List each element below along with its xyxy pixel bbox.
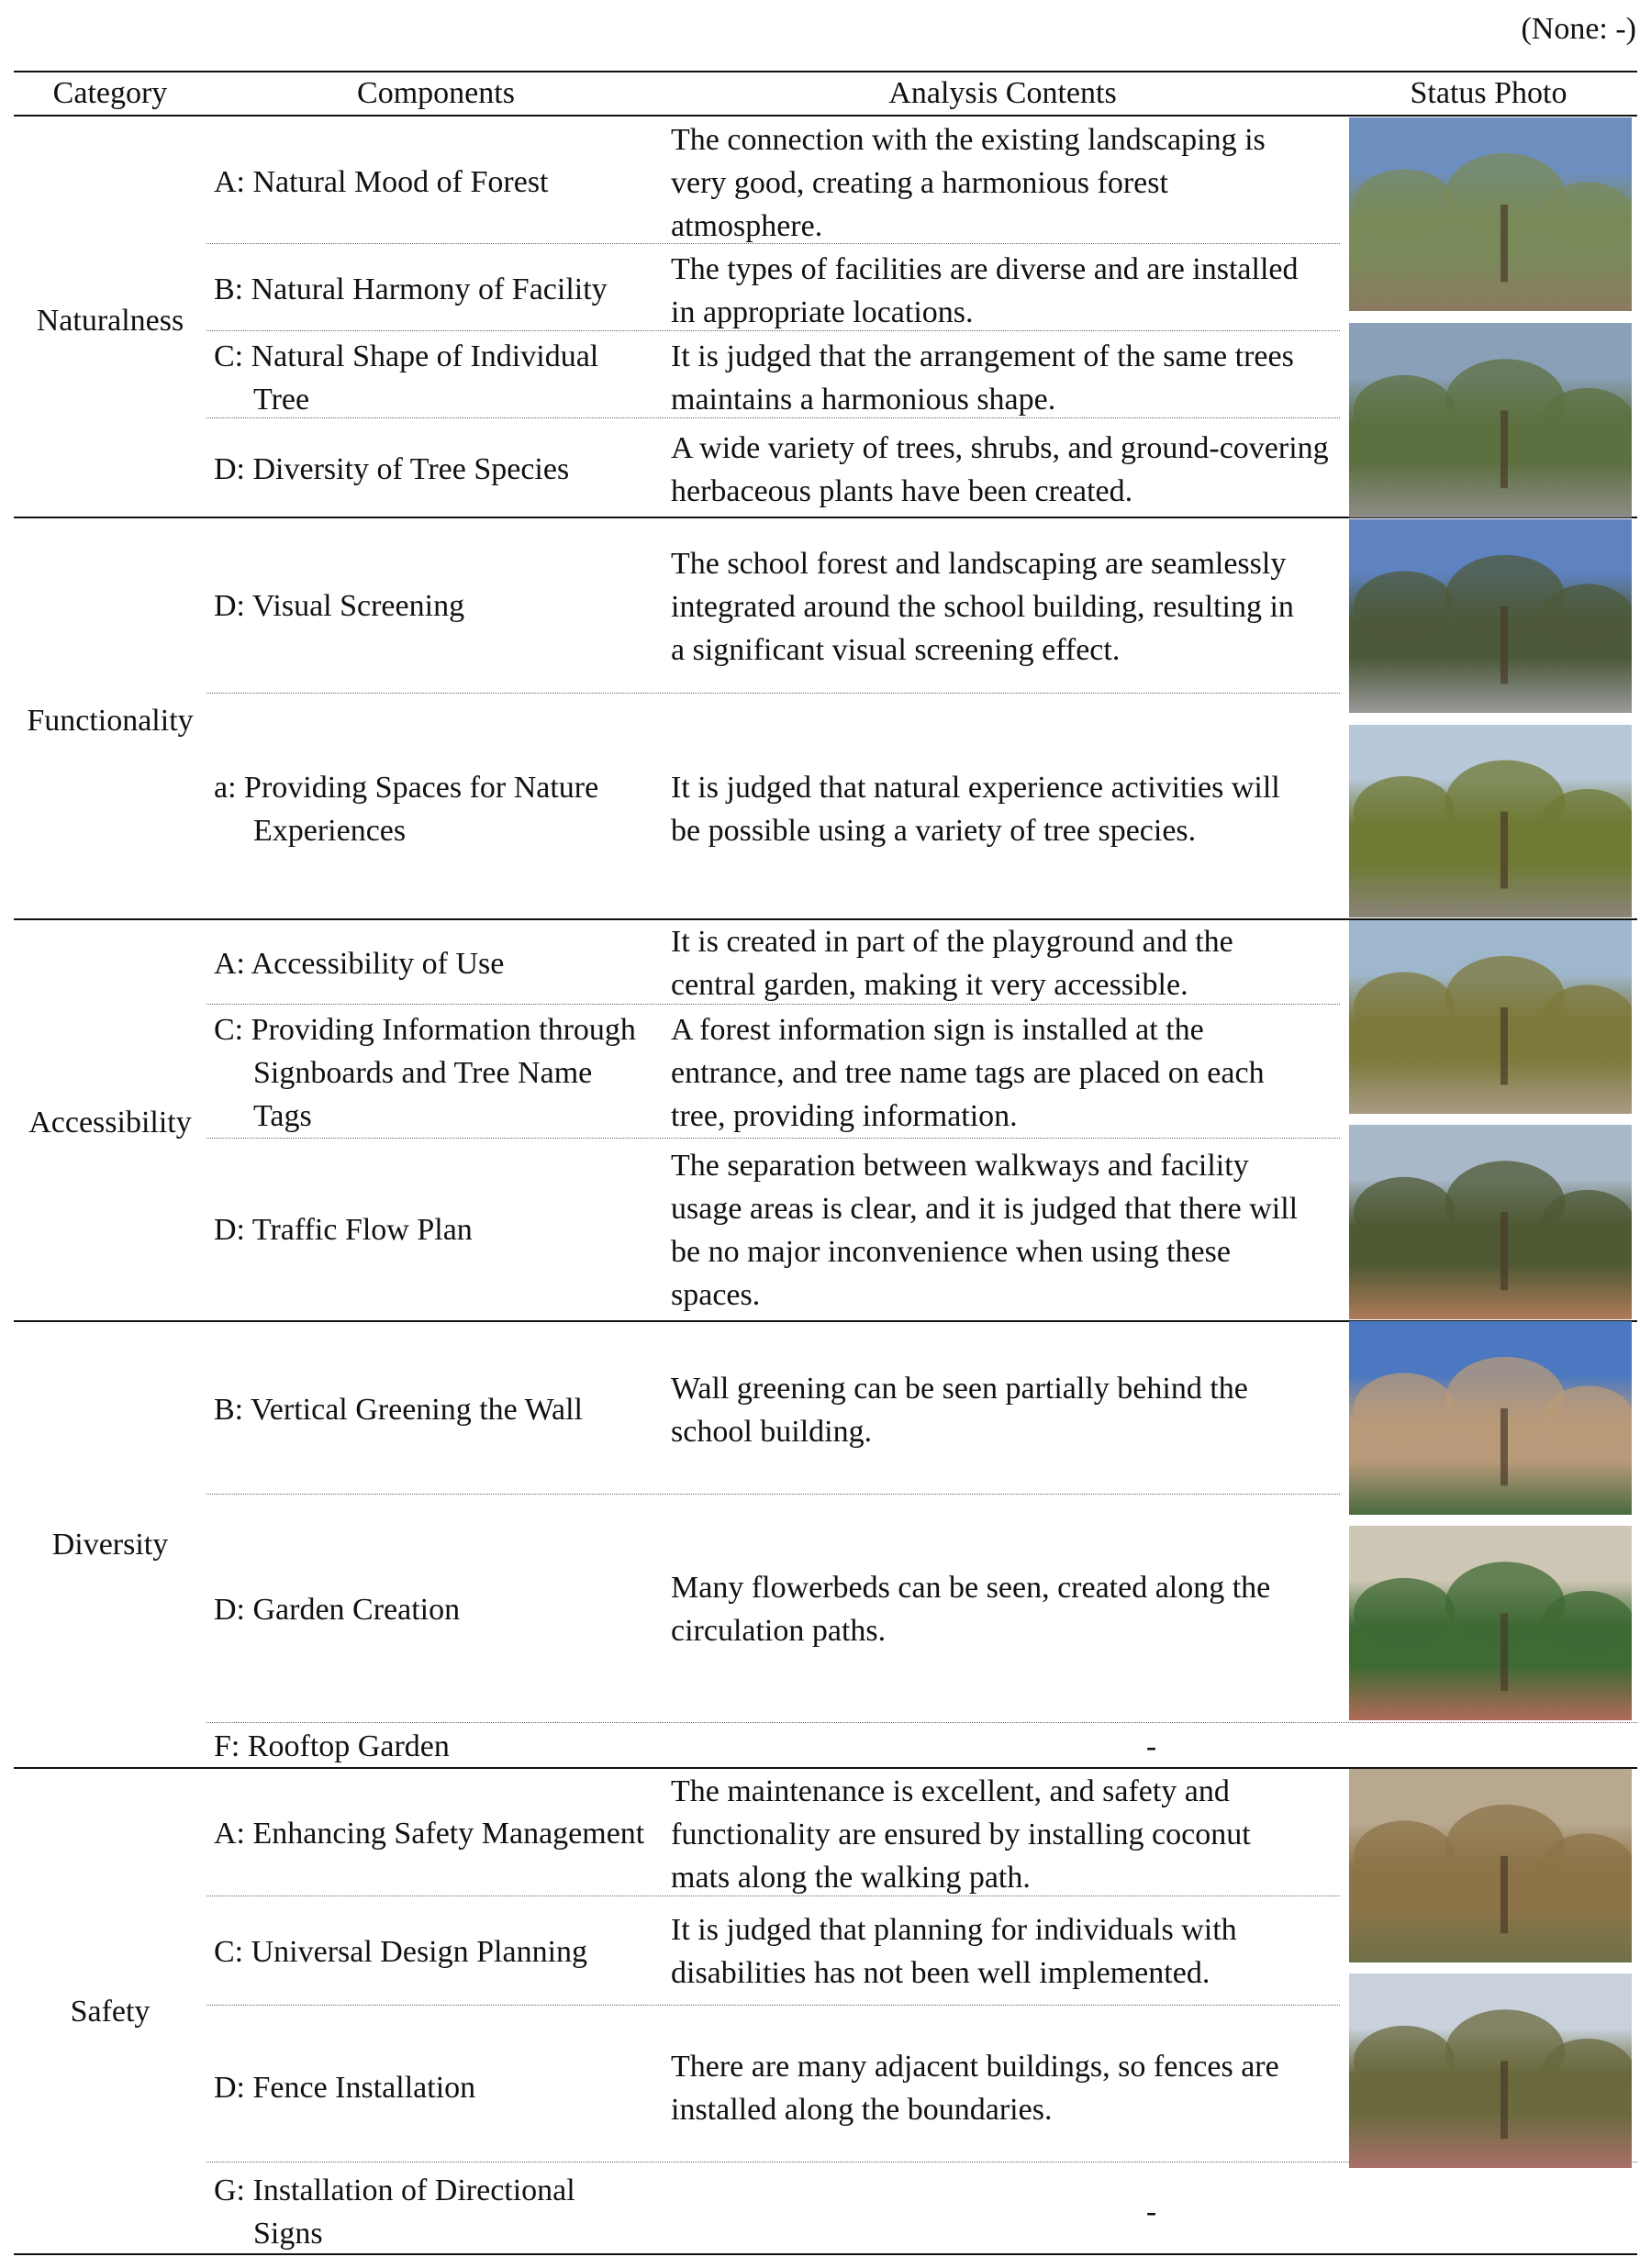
component-label: A: Enhancing Safety Management [214,1817,645,1851]
trunk-shape [1500,812,1508,889]
analysis-text: entrance, and tree name tags are placed on each [671,1056,1265,1090]
category-label: Safety [70,1995,151,2029]
header-analysis-contents: Analysis Contents [888,76,1117,110]
trunk-shape [1500,2061,1508,2139]
trunk-shape [1500,205,1508,282]
component-label: D: Traffic Flow Plan [214,1213,473,1247]
foliage-shape [1354,972,1455,1042]
analysis-text: central garden, making it very accessible. [671,968,1188,1002]
component-label: Signboards and Tree Name [253,1056,593,1090]
category-label: Naturalness [36,304,184,338]
photo-pergola-tree [1349,725,1632,917]
foliage-shape [1542,388,1632,452]
analysis-text: It is judged that the arrangement of the same trees [671,339,1294,373]
photo-flowerbed-path [1349,1526,1632,1720]
trunk-shape [1500,1408,1508,1485]
analysis-text: usage areas is clear, and it is judged that there will [671,1192,1299,1226]
component-label: D: Diversity of Tree Species [214,452,570,486]
analysis-text: A wide variety of trees, shrubs, and ground-covering [671,431,1329,465]
photo-scenery [1349,1973,1632,2168]
foliage-shape [1354,1373,1455,1443]
analysis-text: atmosphere. [671,209,823,243]
photo-scenery [1349,725,1632,917]
photo-scenery [1349,920,1632,1114]
photo-fence-boundary [1349,1973,1632,2168]
analysis-text: spaces. [671,1278,761,1312]
foliage-shape [1354,1820,1455,1891]
trunk-shape [1500,1856,1508,1933]
row-separator [206,1722,1637,1723]
foliage-shape [1542,1386,1632,1451]
foliage-shape [1542,1591,1632,1655]
foliage-shape [1542,2039,1632,2103]
table-note: (None: -) [1521,12,1636,46]
analysis-text: It is judged that natural experience activities will [671,771,1280,805]
photo-scenery [1349,519,1632,713]
photo-scenery [1349,1321,1632,1515]
trunk-shape [1500,1007,1508,1084]
foliage-shape [1354,169,1455,239]
trunk-shape [1500,410,1508,488]
analysis-text: mats along the walking path. [671,1861,1031,1895]
component-label: F: Rooftop Garden [214,1729,450,1763]
analysis-text: The maintenance is excellent, and safety and [671,1774,1230,1808]
header-category: Category [52,76,168,110]
foliage-shape [1542,183,1632,247]
trunk-shape [1500,606,1508,684]
trunk-shape [1500,1212,1508,1290]
component-label: A: Accessibility of Use [214,947,505,981]
photo-school-building-pond [1349,117,1632,311]
analysis-text: disabilities has not been well implemented. [671,1956,1210,1990]
foliage-shape [1354,1578,1455,1649]
category-label: Functionality [27,704,194,738]
foliage-shape [1542,789,1632,853]
analysis-text: It is judged that planning for individuals with [671,1913,1237,1947]
analysis-text: be possible using a variety of tree species. [671,814,1197,848]
component-label: D: Visual Screening [214,589,465,623]
foliage-shape [1542,1190,1632,1254]
foliage-shape [1354,571,1455,641]
foliage-shape [1542,1834,1632,1898]
photo-wall-greening [1349,1321,1632,1515]
analysis-text: circulation paths. [671,1614,887,1648]
analysis-text: herbaceous plants have been created. [671,474,1133,508]
analysis-text: installed along the boundaries. [671,2093,1053,2127]
foliage-shape [1542,985,1632,1050]
analysis-text: a significant visual screening effect. [671,633,1121,667]
header-rule [14,115,1637,117]
row-separator [206,693,1340,694]
row-separator [206,1494,1340,1495]
category-label: Accessibility [28,1106,192,1140]
photo-scenery [1349,1125,1632,1319]
component-label: Tree [253,383,310,417]
component-label: Experiences [253,814,407,848]
header-status-photo: Status Photo [1410,76,1567,110]
analysis-text: school building. [671,1415,873,1449]
photo-scenery [1349,1526,1632,1720]
analysis-text: integrated around the school building, resulting in [671,590,1294,624]
component-label: D: Fence Installation [214,2071,476,2105]
foliage-shape [1542,584,1632,649]
photo-scenery [1349,117,1632,311]
component-label: Signs [253,2217,323,2251]
analysis-text: in appropriate locations. [671,295,974,329]
analysis-text: functionality are ensured by installing coconut [671,1818,1251,1851]
analysis-text: Wall greening can be seen partially behind the [671,1372,1248,1406]
component-label: A: Natural Mood of Forest [214,165,549,199]
component-label: C: Natural Shape of Individual [214,339,599,373]
component-label: C: Universal Design Planning [214,1935,588,1969]
photo-scenery [1349,323,1632,517]
foliage-shape [1354,2026,1455,2096]
row-separator [206,1138,1340,1139]
analysis-text: be no major inconvenience when using these [671,1235,1231,1269]
analysis-text: A forest information sign is installed at the [671,1013,1204,1047]
foliage-shape [1354,776,1455,847]
analysis-text: very good, creating a harmonious forest [671,166,1168,200]
trunk-shape [1500,1613,1508,1691]
header-components: Components [357,76,515,110]
category-label: Diversity [51,1528,169,1562]
component-label: D: Garden Creation [214,1593,461,1627]
photo-trees-towers [1349,519,1632,713]
foliage-shape [1354,1177,1455,1248]
analysis-text: There are many adjacent buildings, so fences are [671,2050,1279,2084]
analysis-text: Many flowerbeds can be seen, created along the [671,1571,1271,1605]
empty-marker: - [1145,1729,1157,1763]
analysis-text: It is created in part of the playground and the [671,925,1233,959]
component-label: a: Providing Spaces for Nature [214,771,599,805]
component-label: C: Providing Information through [214,1013,636,1047]
analysis-text: tree, providing information. [671,1099,1018,1133]
photo-scenery [1349,1769,1632,1962]
component-label: G: Installation of Directional [214,2174,575,2207]
photo-garden-bench [1349,323,1632,517]
row-separator [206,2005,1340,2006]
component-label: B: Vertical Greening the Wall [214,1393,584,1427]
foliage-shape [1354,375,1455,446]
analysis-text: The types of facilities are diverse and are installed [671,252,1299,286]
analysis-text: The school forest and landscaping are seamlessly [671,547,1287,581]
photo-walkway-garden [1349,1125,1632,1319]
analysis-text: The separation between walkways and facility [671,1149,1249,1183]
empty-marker: - [1145,2195,1157,2229]
analysis-text: The connection with the existing landscaping is [671,123,1266,157]
component-label: Tags [253,1099,312,1133]
analysis-text: maintains a harmonious shape. [671,383,1056,417]
photo-coconut-mat-path [1349,1769,1632,1962]
component-label: B: Natural Harmony of Facility [214,272,608,306]
photo-staked-young-tree [1349,920,1632,1114]
